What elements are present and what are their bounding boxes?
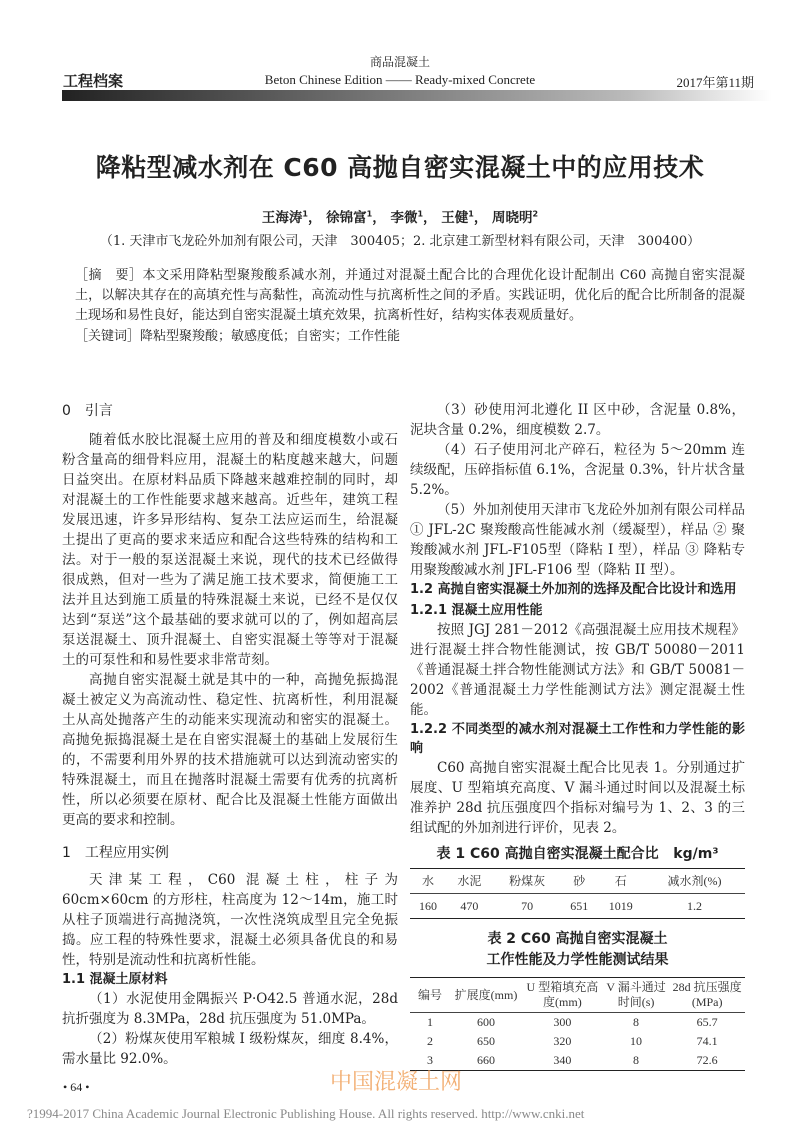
table-cell: 660 (477, 1053, 495, 1067)
author: 王海涛 (261, 210, 303, 226)
keywords-label: ［关键词］ (75, 329, 141, 344)
author: 李微 (390, 210, 418, 226)
table1-title: 表 1 C60 高抛自密实混凝土配合比 (436, 846, 659, 862)
paragraph: 高抛自密实混凝土就是其中的一种，高抛免振捣混凝土被定义为高流动性、稳定性、抗离析性，利用混凝土从高处抛落产生的动能来实现流动和密实的混凝土。高抛免振捣混凝土是在自密实混凝土的基础上发展衍生的，不需要利用外界的技术措施就可以达到流动密实的特殊混凝土，而且在抛落时混凝土需要有优秀的抗离析性，所以必须要在原材、配合比及混凝土性能方面做出更高的要求和控制。 (62, 672, 398, 828)
table-cell: 74.1 (696, 1034, 718, 1048)
affiliations: （1. 天津市飞龙砼外加剂有限公司，天津 300405；2. 北京建工新型材料有限公司，天津 300400） (99, 234, 701, 249)
header-gradient-bar (62, 90, 772, 101)
table-row (410, 1032, 745, 1051)
subsection-heading: 1.2.2 不同类型的减水剂对混凝土工作性和力学性能的影响 (410, 722, 745, 756)
affiliation-mark: 2 (532, 209, 539, 219)
abstract-label: ［摘 要］ (75, 268, 143, 283)
abstract-block (75, 266, 745, 347)
author: 徐锦富 (326, 210, 367, 226)
table-header: 水 (421, 874, 434, 888)
section-label: 工程档案 (63, 72, 124, 90)
paragraph: （2）粉煤灰使用军粮城 I 级粉煤灰，细度 8.4%，需水量比 92.0%。 (62, 1031, 398, 1067)
paragraph: （1）水泥使用金隅振兴 P·O42.5 普通水泥，28d 抗折强度为 8.3MPa，28d 抗压强度为 51.0MPa。 (62, 991, 398, 1027)
watermark: 中国混凝土网 (330, 1070, 463, 1095)
affiliation-mark: 1 (468, 209, 474, 219)
author: 王健 (441, 210, 469, 226)
table-cell: 340 (553, 1053, 572, 1067)
abstract-text: 本文采用降粘型聚羧酸系减水剂，并通过对混凝土配合比的合理优化设计配制出 C60 高抛自密实混凝土，以解决其存在的高填充性与高黏性，高流动性与抗离析性之间的矛盾。实践证明，优化后的配合比所制备的混凝土现场和易性良好，能达到自密实混凝土填充效果，抗离析性好，结构实体表观质量好。 (75, 268, 745, 323)
paragraph: （5）外加剂使用天津市飞龙砼外加剂有限公司样品 ① JFL-2C 聚羧酸高性能减水剂（缓凝型），样品 ② 聚羧酸减水剂 JFL-F105型（降粘 I 型），样品 ③ 降粘专用聚羧酸减水剂 JFL-F106 型（降粘 II 型）。 (410, 502, 745, 578)
table-row (410, 1013, 745, 1033)
section-heading: 1 工程应用实例 (62, 845, 169, 861)
issue-label: 2017年第11期 (676, 75, 754, 90)
subsection-heading: 1.1 混凝土原材料 (62, 972, 168, 987)
table1 (410, 868, 745, 919)
table-cell: 651 (570, 899, 589, 913)
table-header: 砂 (573, 874, 586, 888)
copyright-line: ?1994-2017 China Academic Journal Electronic Publishing House. All rights reserved. http://www.cnki.net (27, 1106, 585, 1121)
table-cell: 72.6 (696, 1053, 718, 1067)
section-heading: 0 引言 (62, 403, 113, 419)
table-cell: 8 (633, 1053, 640, 1067)
table-cell: 8 (633, 1015, 640, 1029)
affiliation-mark: 1 (366, 209, 373, 219)
paragraph: C60 高抛自密实混凝土配合比见表 1。分别通过扩展度、U 型箱填充高度、V 漏斗通过时间以及混凝土标准养护 28d 抗压强度四个指标对编号为 1、2、3 的三组试配的外加剂进行评价，见表 2。 (410, 760, 745, 836)
page-number: • 64 • (63, 1080, 90, 1094)
paragraph: （4）石子使用河北产碎石，粒径为 5～20mm 连续级配，压碎指标值 6.1%，含泥量 0.3%，针片状含量 5.2%。 (410, 442, 745, 498)
affiliation-mark: 1 (417, 209, 424, 219)
edition-line: Beton Chinese Edition —— Ready-mixed Concrete (264, 72, 536, 87)
table-header: 水泥 (457, 874, 482, 888)
author: 周晓明 (492, 210, 533, 226)
table-header: 28d 抗压强度(MPa) (672, 980, 742, 1009)
table-cell: 300 (553, 1015, 572, 1029)
table-cell: 160 (419, 899, 437, 913)
left-column (62, 402, 398, 1069)
right-column (410, 400, 745, 1071)
subsection-heading: 1.2 高抛自密实混凝土外加剂的选择及配合比设计和选用 (410, 582, 737, 597)
paragraph: （3）砂使用河北遵化 II 区中砂，含泥量 0.8%，泥块含量 0.2%，细度模数 2.7。 (410, 402, 745, 438)
table-cell: 1.2 (687, 899, 703, 913)
table1-unit: kg/m³ (673, 846, 719, 862)
table-cell: 1 (427, 1015, 433, 1029)
paragraph: 随着低水胶比混凝土应用的普及和细度模数小或石粉含量高的细骨料应用，混凝土的粘度越来越大，问题日益突出。在原材料品质下降越来越难控制的同时，却对混凝土的工作性能要求越来越高。近些年，建筑工程发展迅速，许多异形结构、复杂工法应运而生，给混凝土提出了更高的要求来适应和配合这些特殊的结构和工法。对于一般的泵送混凝土来说，现代的技术已经做得很成熟，但对一些为了满足施工技术要求，简便施工工法并且达到施工质量的特殊混凝土来说，已经不是仅仅达到“泵送”这个最基础的要求就可以的了，例如超高层泵送混凝土、顶升混凝土、自密实混凝土等等对于混凝土的可泵性和和易性要求非常苛刻。 (62, 432, 398, 668)
table-header: 编号 (417, 987, 442, 1002)
table-cell: 3 (427, 1053, 433, 1067)
table-cell: 1019 (608, 899, 633, 913)
table2-title-line1: 表 2 C60 高抛自密实混凝土 (487, 931, 668, 947)
author-list: 王海涛$^1$， 徐锦富$^1$， 李微$^1$， 王健$^1$， 周晓明$^2$ (261, 209, 539, 226)
table-cell: 70 (521, 899, 534, 913)
keywords-text: 降粘型聚羧酸；敏感度低；自密实；工作性能 (140, 329, 401, 344)
table-cell: 600 (477, 1015, 495, 1029)
table-header: 石 (614, 874, 627, 888)
table1-caption (410, 844, 745, 865)
table-row (410, 894, 745, 919)
table-header: 减水剂(%) (667, 874, 722, 888)
table2-title-line2: 工作性能及力学性能测试结果 (486, 952, 669, 968)
table-cell: 650 (477, 1034, 495, 1048)
table-header: V 漏斗通过时间(s) (606, 980, 666, 1009)
table2-caption (410, 929, 745, 971)
table-cell: 470 (460, 899, 479, 913)
paragraph: 按照 JGJ 281－2012《高强混凝土应用技术规程》进行混凝土拌合物性能测试，按 GB/T 50080－2011《普通混凝土拌合物性能测试方法》和 GB/T 50081－2002《普通混凝土力学性能测试方法》测定混凝土性能。 (410, 622, 745, 718)
table-header: U 型箱填充高度(mm) (526, 980, 599, 1009)
table2 (410, 977, 745, 1071)
table-cell: 10 (630, 1034, 643, 1048)
subsection-heading: 1.2.1 混凝土应用性能 (410, 603, 543, 618)
table-cell: 65.7 (696, 1015, 718, 1029)
table-cell: 2 (427, 1034, 433, 1048)
table-cell: 320 (553, 1034, 572, 1048)
paragraph: 天津某工程，C60 混凝土柱，柱子为 60cm×60cm 的方形柱，柱高度为 12～14m，施工时从柱子顶端进行高抛浇筑，一次性浇筑成型且完全免振捣。应工程的特殊性要求，混凝土必须具备优良的和易性，特别是流动性和抗离析性能。 (62, 872, 398, 968)
magazine-name: 商品混凝土 (369, 55, 430, 69)
table-row (410, 1051, 745, 1071)
table-header: 粉煤灰 (509, 874, 546, 888)
article-title: 降粘型减水剂在 C60 高抛自密实混凝土中的应用技术 (95, 153, 705, 182)
affiliation-mark: 1 (302, 209, 308, 219)
table-header: 扩展度(mm) (454, 987, 518, 1002)
